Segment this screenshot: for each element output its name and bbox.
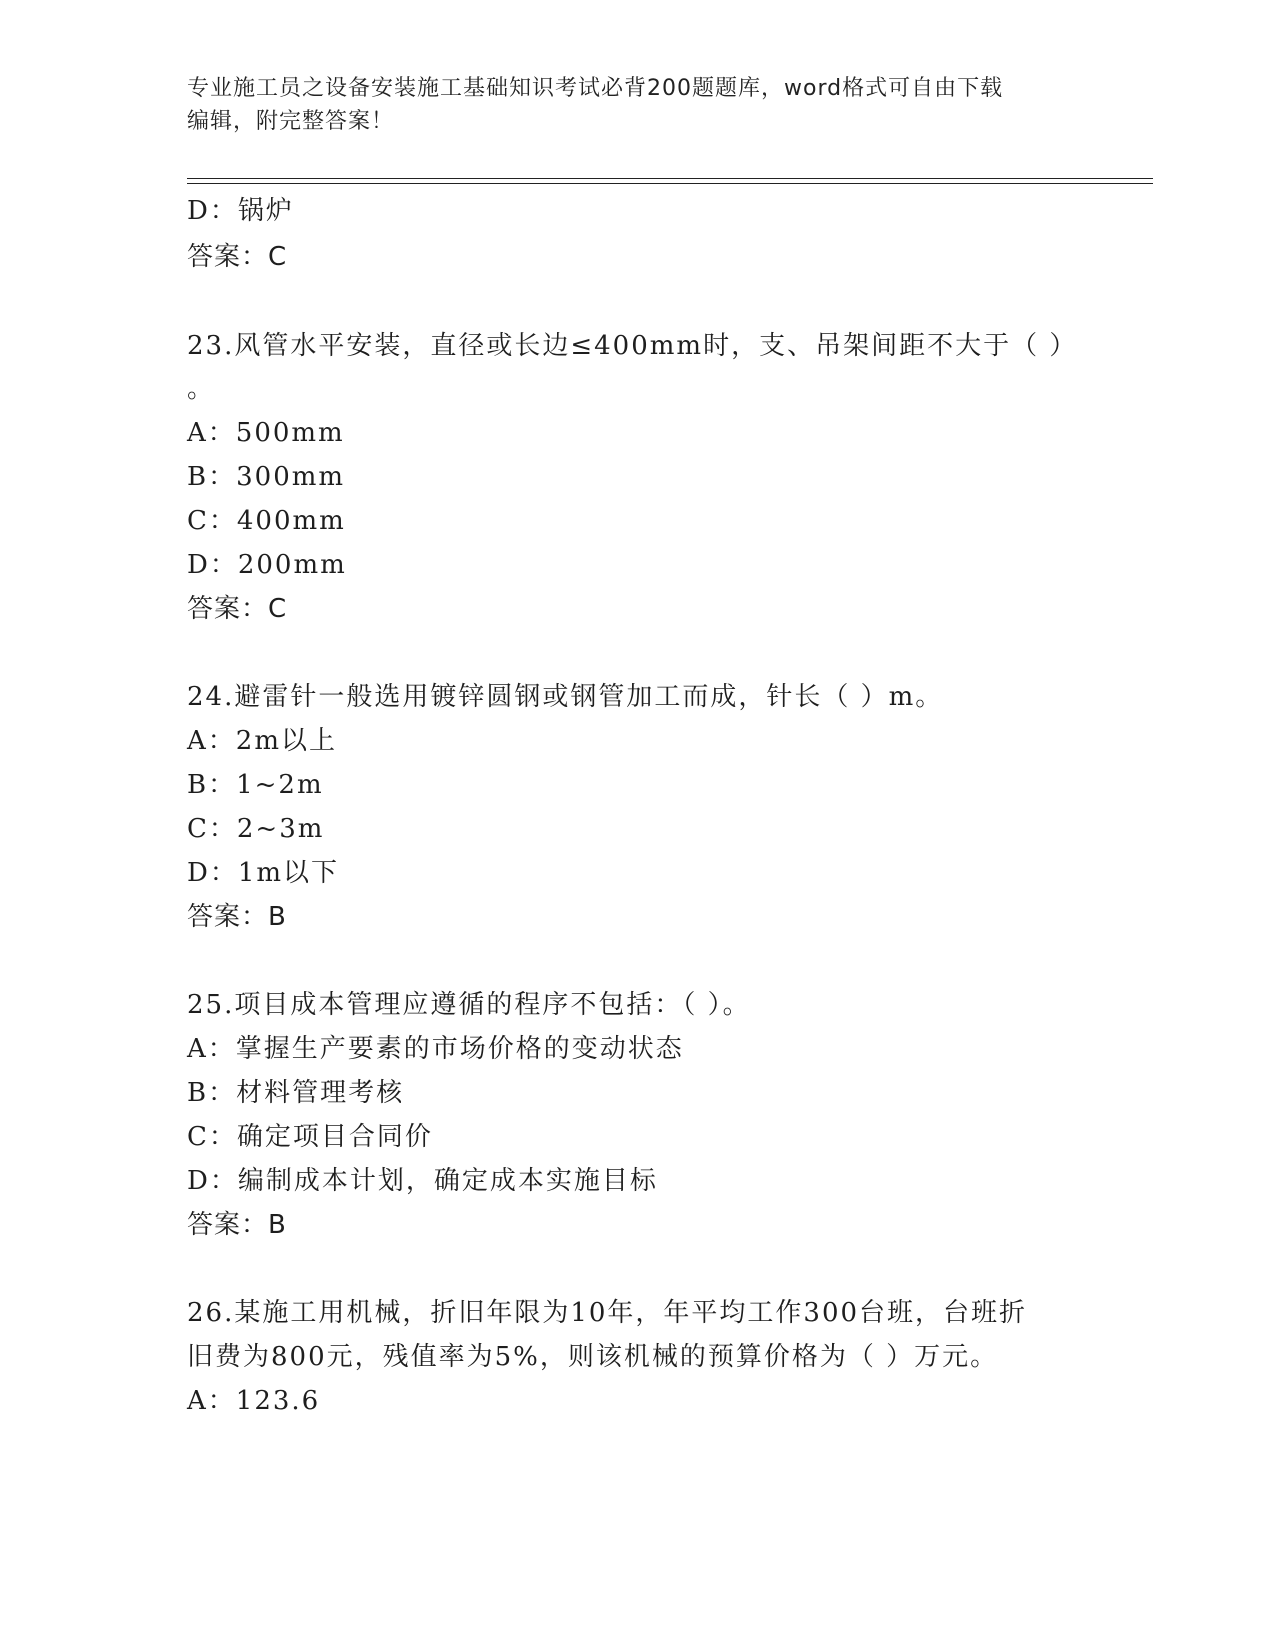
header-title-line-1: 专业施工员之设备安装施工基础知识考试必背200题题库，word格式可自由下载 [187, 76, 1004, 101]
q26-option-a: A：123.6 [187, 1386, 321, 1416]
q23-option-a: A：500mm [187, 418, 345, 448]
q24-option-c: C：2~3m [187, 814, 325, 844]
q23-answer: 答案：C [187, 594, 288, 624]
q23-stem-line-2: 。 [187, 374, 216, 404]
q25-option-d: D：编制成本计划，确定成本实施目标 [187, 1166, 658, 1196]
q25-option-b: B：材料管理考核 [187, 1078, 405, 1108]
q24-stem: 24.避雷针一般选用镀锌圆钢或钢管加工而成，针长（ ）m。 [187, 682, 944, 712]
q25-option-a: A：掌握生产要素的市场价格的变动状态 [187, 1034, 684, 1064]
q24-option-a: A：2m以上 [187, 726, 337, 756]
q23-option-d: D：200mm [187, 550, 347, 580]
document-header [187, 72, 1067, 138]
q26-stem-line-2: 旧费为800元，残值率为5%，则该机械的预算价格为（ ）万元。 [187, 1342, 999, 1372]
q23-stem-line-1: 23.风管水平安装，直径或长边≤400mm时，支、吊架间距不大于（ ） [187, 331, 1078, 361]
q25-answer: 答案：B [187, 1210, 287, 1240]
q24-option-b: B：1~2m [187, 770, 324, 800]
prev-option-d: D：锅炉 [187, 196, 294, 226]
q25-stem: 25.项目成本管理应遵循的程序不包括：（ ）。 [187, 990, 751, 1020]
prev-answer: 答案：C [187, 242, 288, 272]
q23-option-b: B：300mm [187, 462, 346, 492]
q26-stem-line-1: 26.某施工用机械，折旧年限为10年，年平均工作300台班，台班折 [187, 1298, 1028, 1328]
header-title-line-2: 编辑，附完整答案！ [187, 109, 395, 134]
q25-option-c: C：确定项目合同价 [187, 1122, 433, 1152]
q24-answer: 答案：B [187, 902, 287, 932]
header-divider-top [187, 178, 1153, 179]
header-divider-bottom [187, 183, 1153, 184]
q23-option-c: C：400mm [187, 506, 346, 536]
q24-option-d: D：1m以下 [187, 858, 340, 888]
